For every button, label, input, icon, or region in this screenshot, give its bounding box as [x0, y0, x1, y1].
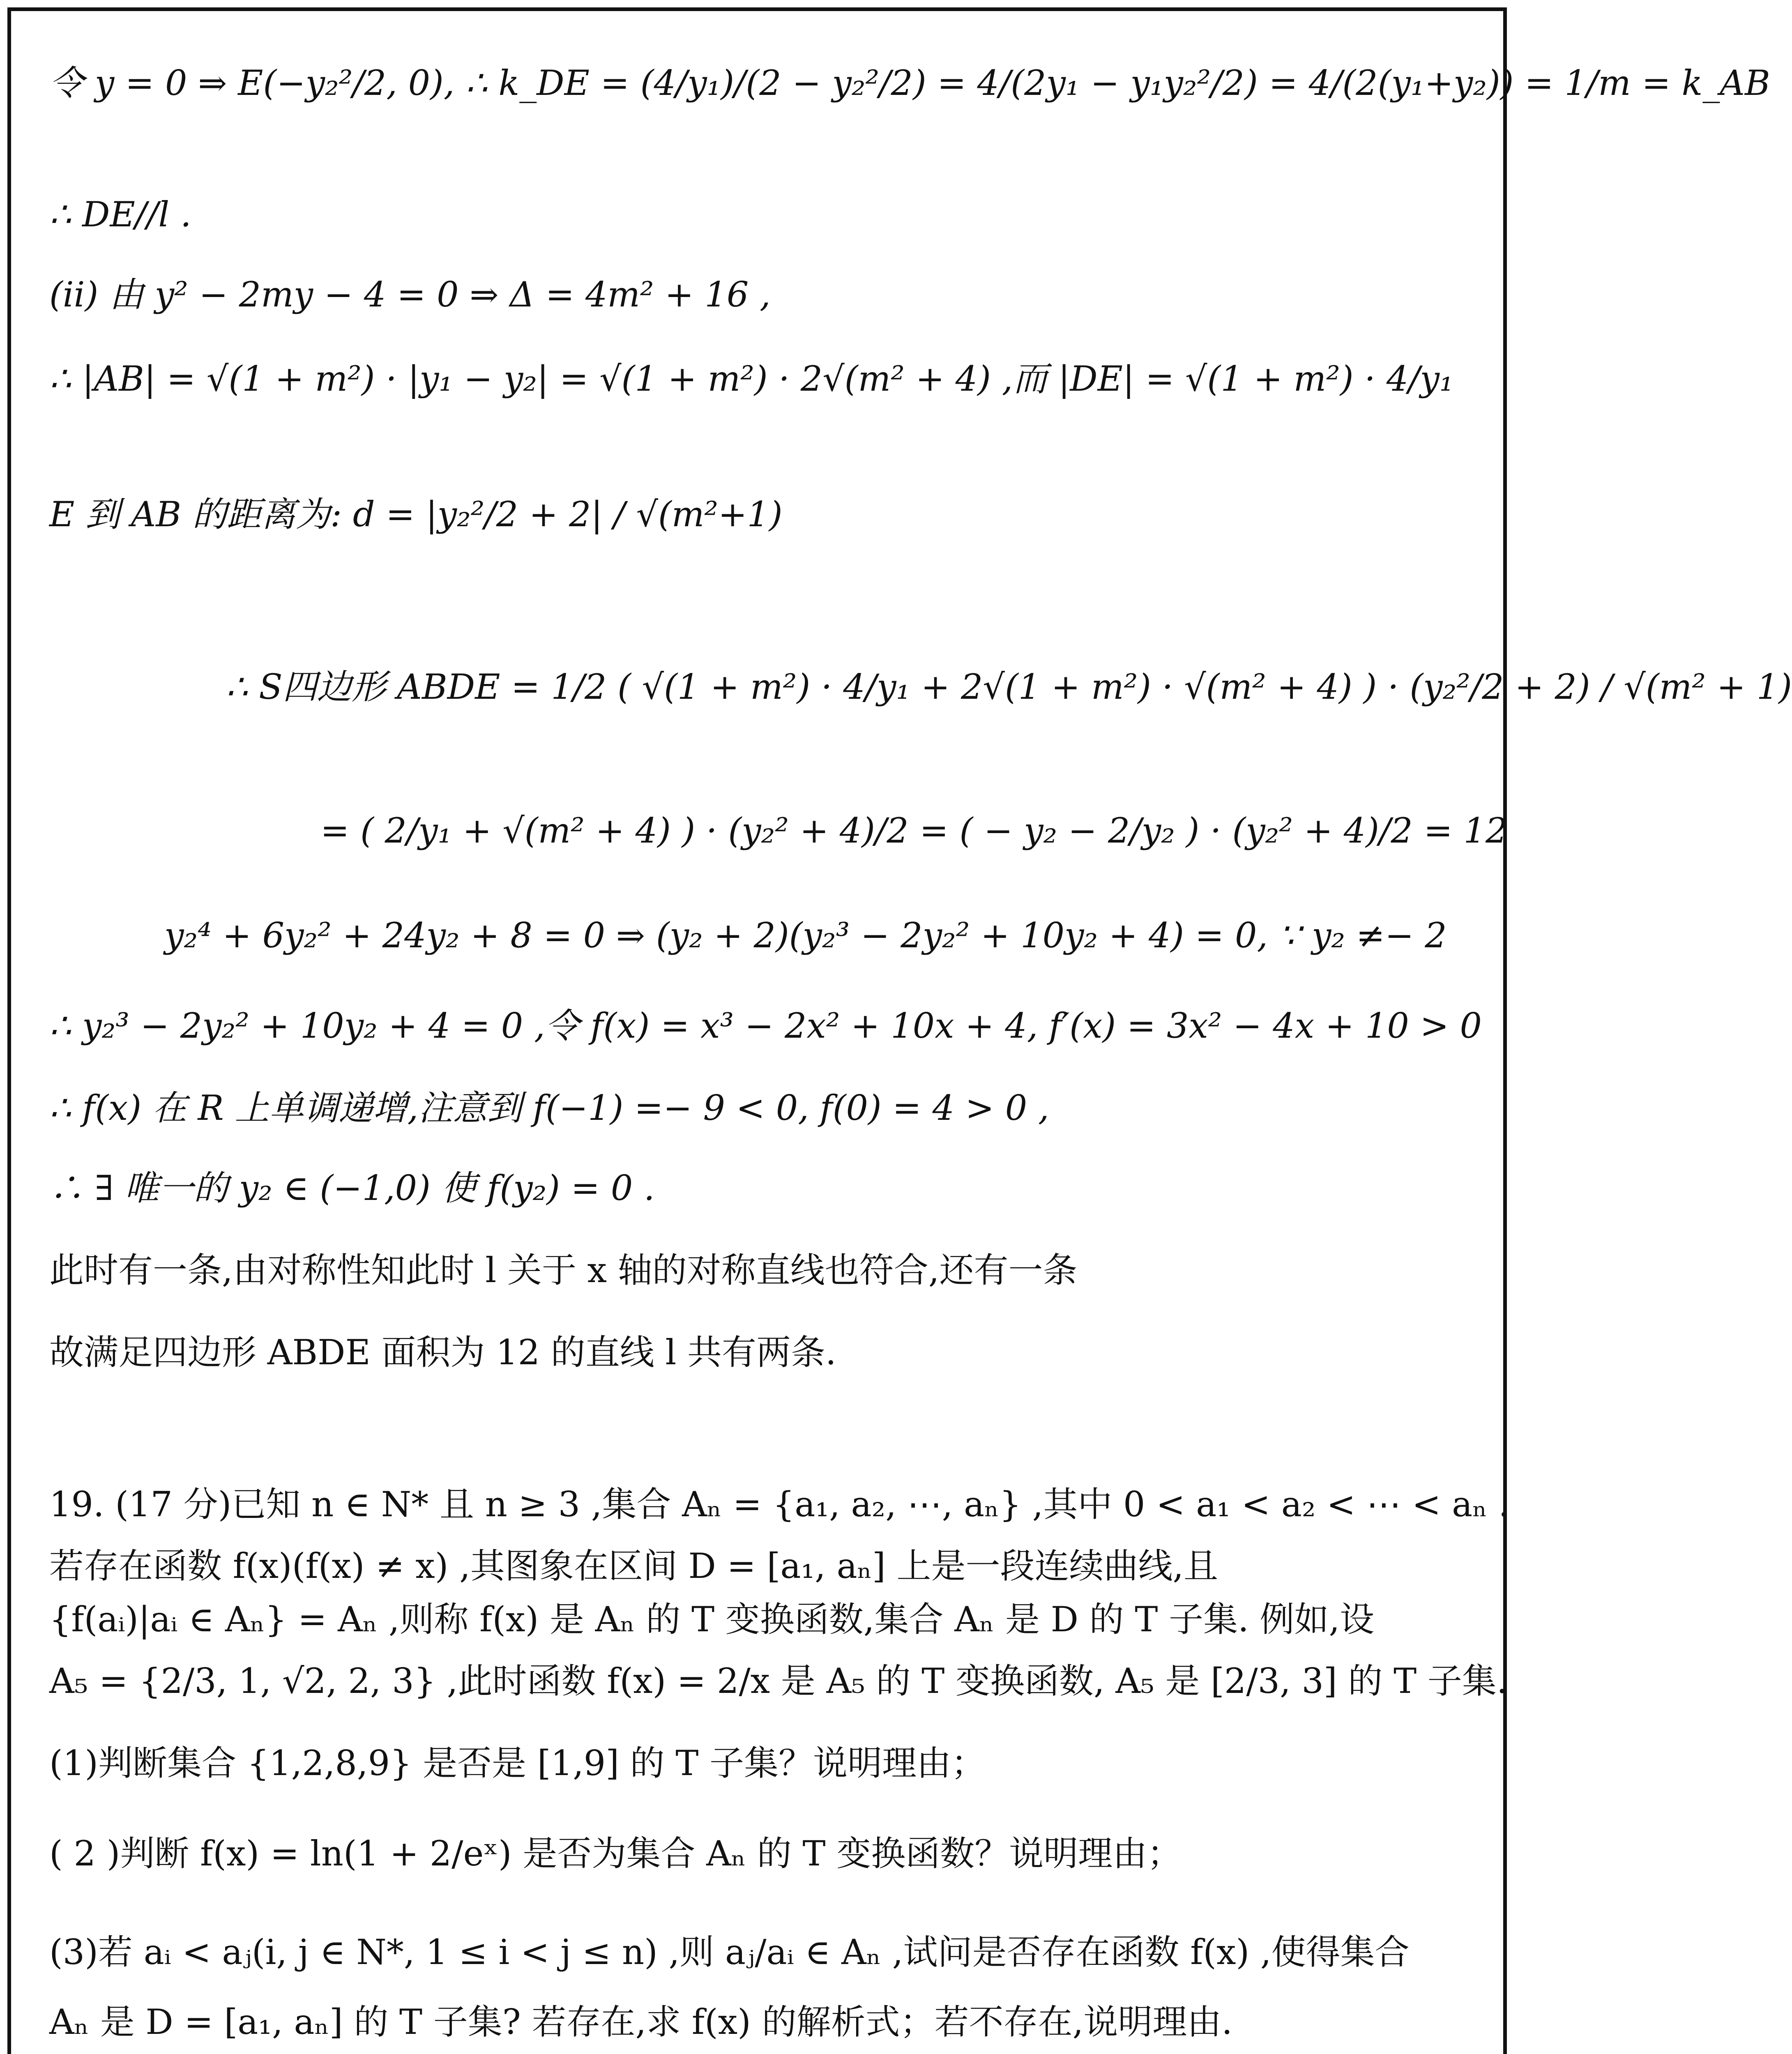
problem-19-line: A₅ = {2/3, 1, √2, 2, 3} ,此时函数 f(x) = 2/x 是 A₅ 的 T 变换函数, A₅ 是 [2/3, 3] 的 T 子集. — [49, 1661, 1508, 1701]
problem-19-question-3: Aₙ 是 D = [a₁, aₙ] 的 T 子集? 若存在,求 f(x) 的解析式；若不存在,说明理由. — [49, 2002, 1233, 2042]
text-line: ∴ S四边形 ABDE = 1/2 ( √(1 + m²) · 4/y₁ + 2√(1 + m²) · √(m² + 4) ) · (y₂²/2 + 2) / √(m² + 1) — [226, 667, 1792, 707]
text-line: 此时有一条,由对称性知此时 l 关于 x 轴的对称直线也符合,还有一条 — [49, 1250, 1078, 1290]
text-line: ∴ DE//l . — [49, 194, 191, 235]
text-line: ∴ y₂³ − 2y₂² + 10y₂ + 4 = 0 ,令 f(x) = x³ − 2x² + 10x + 4, f′(x) = 3x² − 4x + 10 > 0 — [49, 1006, 1482, 1046]
text-line: ∴ |AB| = √(1 + m²) · |y₁ − y₂| = √(1 + m²) · 2√(m² + 4) ,而 |DE| = √(1 + m²) · 4/y₁ — [49, 359, 1453, 399]
text-line: y₂⁴ + 6y₂² + 24y₂ + 8 = 0 ⇒ (y₂ + 2)(y₂³ − 2y₂² + 10y₂ + 4) = 0, ∵ y₂ ≠− 2 — [164, 915, 1447, 956]
problem-19-question-1: (1)判断集合 {1,2,8,9} 是否是 [1,9] 的 T 子集？说明理由； — [49, 1743, 986, 1783]
text-line: ∴ f(x) 在 R 上单调递增,注意到 f(−1) =− 9 < 0, f(0) = 4 > 0 , — [49, 1088, 1049, 1128]
problem-19-question-3: (3)若 aᵢ < aⱼ(i, j ∈ N*, 1 ≤ i < j ≤ n) ,则 aⱼ/aᵢ ∈ Aₙ ,试问是否存在函数 f(x) ,使得集合 — [49, 1932, 1410, 1972]
problem-19-question-2: ( 2 )判断 f(x) = ln(1 + 2/eˣ) 是否为集合 Aₙ 的 T 变换函数？说明理由； — [49, 1833, 1182, 1874]
text-line: = ( 2/y₁ + √(m² + 4) ) · (y₂² + 4)/2 = ( − y₂ − 2/y₂ ) · (y₂² + 4)/2 = 12 — [320, 811, 1508, 851]
text-line: E 到 AB 的距离为: d = |y₂²/2 + 2| / √(m²+1) — [49, 494, 783, 534]
text-line: (ii) 由 y² − 2my − 4 = 0 ⇒ Δ = 4m² + 16 , — [49, 274, 771, 315]
text-line: ∴ ∃ 唯一的 y₂ ∈ (−1,0) 使 f(y₂) = 0 . — [49, 1168, 655, 1208]
problem-19-line: 19. (17 分)已知 n ∈ N* 且 n ≥ 3 ,集合 Aₙ = {a₁, a₂, ⋯, aₙ} ,其中 0 < a₁ < a₂ < ⋯ < aₙ . — [49, 1484, 1509, 1524]
problem-19-line: 若存在函数 f(x)(f(x) ≠ x) ,其图象在区间 D = [a₁, aₙ] 上是一段连续曲线,且 — [49, 1546, 1218, 1586]
text-line: 令 y = 0 ⇒ E(−y₂²/2, 0), ∴ k_DE = (4/y₁)/(2 − y₂²/2) = 4/(2y₁ − y₁y₂²/2) = 4/(2(y₁+y₂)) = 1/m = k_AB — [49, 63, 1770, 103]
problem-19-line: {f(aᵢ)|aᵢ ∈ Aₙ} = Aₙ ,则称 f(x) 是 Aₙ 的 T 变换函数,集合 Aₙ 是 D 的 T 子集. 例如,设 — [49, 1599, 1375, 1640]
text-line: 故满足四边形 ABDE 面积为 12 的直线 l 共有两条. — [49, 1332, 836, 1372]
